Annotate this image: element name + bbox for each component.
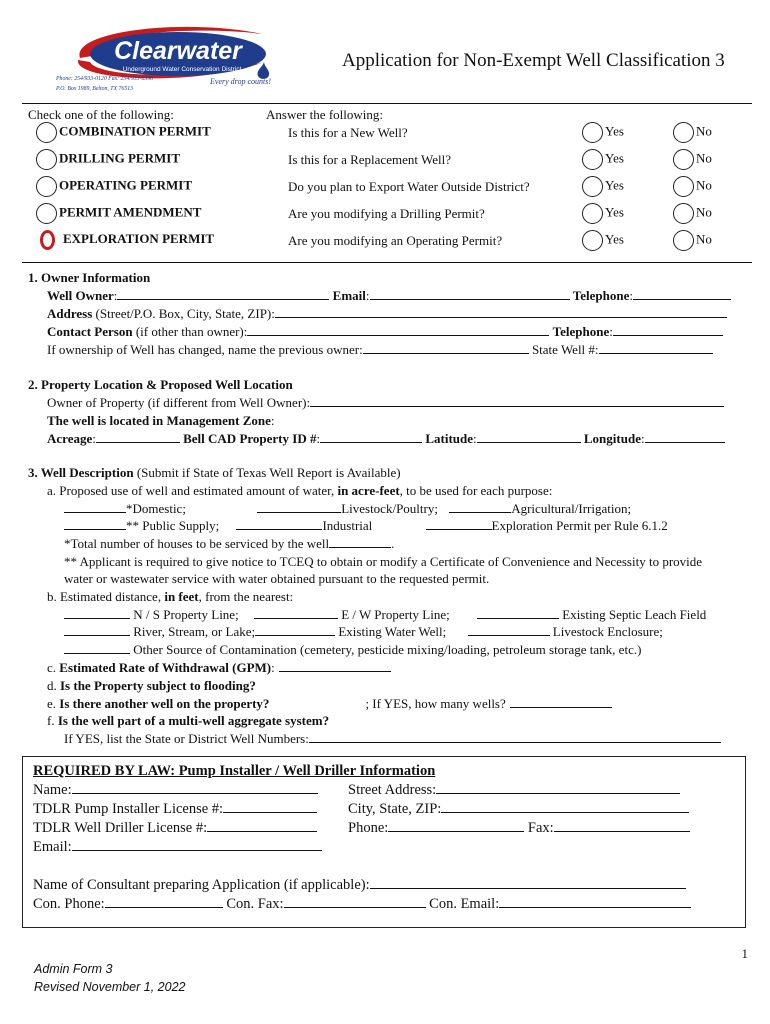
withdrawal-field[interactable] [279,660,391,672]
radio-exploration-selected[interactable] [40,230,55,250]
no-option-5[interactable]: No [673,230,712,251]
question-export: Do you plan to Export Water Outside District? [288,179,530,194]
radio-yes-2[interactable] [582,149,603,170]
logo-subtitle: Underground Water Conservation District [122,66,242,73]
radio-no-2[interactable] [673,149,694,170]
withdrawal-row: c. Estimated Rate of Withdrawal (GPM): [47,660,391,676]
radio-yes-3[interactable] [582,176,603,197]
yes-option-5[interactable]: Yes [582,230,624,251]
con-phone-field[interactable] [105,896,223,908]
logo-address: P.O. Box 1989, Belton, TX 76513 [56,86,134,92]
radio-yes-4[interactable] [582,203,603,224]
page-title: Application for Non-Exempt Well Classification 3 [342,50,725,71]
well-owner-row: Well Owner: Email: Telephone: [47,288,731,304]
radio-operating[interactable] [36,176,57,197]
note-houses-row: *Total number of houses to be serviced by the well . [64,536,395,551]
no-option-1[interactable]: No [673,122,712,143]
email-field[interactable] [370,288,570,300]
yes-option-3[interactable]: Yes [582,176,624,197]
con-email-field[interactable] [499,896,691,908]
permit-option-drilling[interactable]: DRILLING PERMIT [36,149,180,170]
no-option-4[interactable]: No [673,203,712,224]
radio-no-5[interactable] [673,230,694,251]
footer-revised: Revised November 1, 2022 [34,980,186,994]
pump-street-field[interactable] [436,782,680,794]
radio-amendment[interactable] [36,203,57,224]
mgmt-zone-row: The well is located in Management Zone: [47,413,275,428]
section3-title-row: 3. Well Description (Submit if State of Texas Well Report is Available) [28,465,401,480]
radio-yes-1[interactable] [582,122,603,143]
domestic-field[interactable] [64,501,126,513]
consultant-contact-row: Con. Phone: Con. Fax: Con. Email: [33,896,691,913]
pump-license-row: TDLR Pump Installer License #: [33,801,317,818]
section1-title: 1. Owner Information [28,270,151,285]
livestock-field[interactable] [257,501,341,513]
radio-no-4[interactable] [673,203,694,224]
pump-city-row: City, State, ZIP: [348,801,689,818]
use-row: a. Proposed use of well and estimated amount of water, in acre-feet, to be used for each purpose: [47,483,553,498]
pump-phone-field[interactable] [388,820,524,832]
radio-no-1[interactable] [673,122,694,143]
radio-yes-5[interactable] [582,230,603,251]
question-replacement: Is this for a Replacement Well? [288,152,451,167]
exploration-field[interactable] [426,518,492,530]
pump-name-row: Name: [33,782,318,799]
section2-title: 2. Property Location & Proposed Well Location [28,377,293,392]
radio-no-3[interactable] [673,176,694,197]
livestock-enclosure-field[interactable] [468,624,550,636]
well-numbers-field[interactable] [309,731,721,743]
longitude-field[interactable] [645,431,725,443]
permit-option-combination[interactable]: COMBINATION PERMIT [36,122,211,143]
another-well-row: e. Is there another well on the property? ; If YES, how many wells? [47,696,612,712]
permit-option-operating[interactable]: OPERATING PERMIT [36,176,192,197]
logo-phone: Phone: 254/933-0120 Fax: 254/933-8396 [56,76,154,82]
property-owner-field[interactable] [310,395,724,407]
page-number: 1 [741,946,748,961]
address-field[interactable] [275,306,727,318]
radio-combination[interactable] [36,122,57,143]
acreage-field[interactable] [96,431,180,443]
questions-heading: Answer the following: [266,107,383,122]
question-new-well: Is this for a New Well? [288,125,408,140]
permit-heading: Check one of the following: [28,107,174,122]
con-fax-field[interactable] [284,896,426,908]
header-divider [22,103,752,104]
yes-option-2[interactable]: Yes [582,149,624,170]
pump-email-row: Email: [33,839,322,856]
houses-field[interactable] [329,536,391,548]
aggregate-row: f. Is the well part of a multi-well aggregate system? [47,713,330,728]
agricultural-field[interactable] [449,501,511,513]
yes-option-4[interactable]: Yes [582,203,624,224]
river-field[interactable] [64,624,130,636]
use-public-row: ** Public Supply; Industrial Exploration Permit per Rule 6.1.2 [64,518,668,534]
pump-license-field[interactable] [223,801,317,813]
pump-name-field[interactable] [72,782,318,794]
location-row: Acreage: Bell CAD Property ID #: Latitude: Longitude: [47,431,725,447]
distance-row: b. Estimated distance, in feet, from the nearest: [47,589,294,604]
pump-city-field[interactable] [441,801,689,813]
driller-license-field[interactable] [207,820,317,832]
consultant-row: Name of Consultant preparing Application (if applicable): [33,877,686,894]
industrial-field[interactable] [236,518,322,530]
contact-telephone-field[interactable] [613,324,723,336]
well-numbers-row: If YES, list the State or District Well Numbers: [64,731,721,747]
use-domestic-row: *Domestic; Livestock/Poultry; Agricultural/Irrigation; [64,501,631,517]
telephone-field[interactable] [633,288,731,300]
permit-divider [22,262,752,263]
pump-installer-box [22,756,746,928]
contact-person-field[interactable] [247,324,549,336]
latitude-field[interactable] [477,431,581,443]
state-well-field[interactable] [599,342,713,354]
logo-name: Clearwater [114,37,242,65]
no-option-2[interactable]: No [673,149,712,170]
consultant-field[interactable] [370,877,686,889]
existing-well-field[interactable] [255,624,335,636]
well-owner-field[interactable] [117,288,329,300]
distance-row-3: Other Source of Contamination (cemetery, pesticide mixing/loading, petroleum storage tank, etc.) [64,642,641,658]
property-owner-row: Owner of Property (if different from Well Owner): [47,395,724,411]
clearwater-logo [50,22,290,97]
flooding-row: d. Is the Property subject to flooding? [47,678,256,693]
pump-phone-row: Phone: Fax: [348,820,690,837]
question-modify-operating: Are you modifying an Operating Permit? [288,233,503,248]
contact-row: Contact Person (if other than owner): Telephone: [47,324,723,340]
note-tceq-cont: water or wastewater service with water obtained pursuant to the requested permit. [64,571,490,586]
no-option-3[interactable]: No [673,176,712,197]
note-tceq: ** Applicant is required to give notice to TCEQ to obtain or modify a Certificate of Convenience and Necessity to provide [64,554,703,569]
previous-owner-row: If ownership of Well has changed, name the previous owner: State Well #: [47,342,713,358]
ns-field[interactable] [64,607,130,619]
logo-slogan: Every drop counts! [210,77,272,86]
pump-box-title: REQUIRED BY LAW: Pump Installer / Well Driller Information [33,763,436,779]
ew-field[interactable] [254,607,338,619]
previous-owner-field[interactable] [363,342,529,354]
bell-cad-field[interactable] [320,431,422,443]
driller-license-row: TDLR Well Driller License #: [33,820,317,837]
distance-row-2: River, Stream, or Lake; Existing Water Well; Livestock Enclosure; [64,624,663,640]
pump-email-field[interactable] [72,839,322,851]
pump-fax-field[interactable] [554,820,690,832]
radio-drilling[interactable] [36,149,57,170]
septic-field[interactable] [477,607,559,619]
how-many-wells-field[interactable] [510,696,612,708]
question-modify-drilling: Are you modifying a Drilling Permit? [288,206,485,221]
permit-option-exploration[interactable]: EXPLORATION PERMIT [36,230,214,250]
distance-row-1: N / S Property Line; E / W Property Line; Existing Septic Leach Field [64,607,706,623]
pump-street-row: Street Address: [348,782,680,799]
footer-form: Admin Form 3 [34,962,113,976]
yes-option-1[interactable]: Yes [582,122,624,143]
permit-option-amendment[interactable]: PERMIT AMENDMENT [36,203,201,224]
public-supply-field[interactable] [64,518,126,530]
address-row: Address (Street/P.O. Box, City, State, ZIP): [47,306,727,322]
other-source-field[interactable] [64,642,130,654]
